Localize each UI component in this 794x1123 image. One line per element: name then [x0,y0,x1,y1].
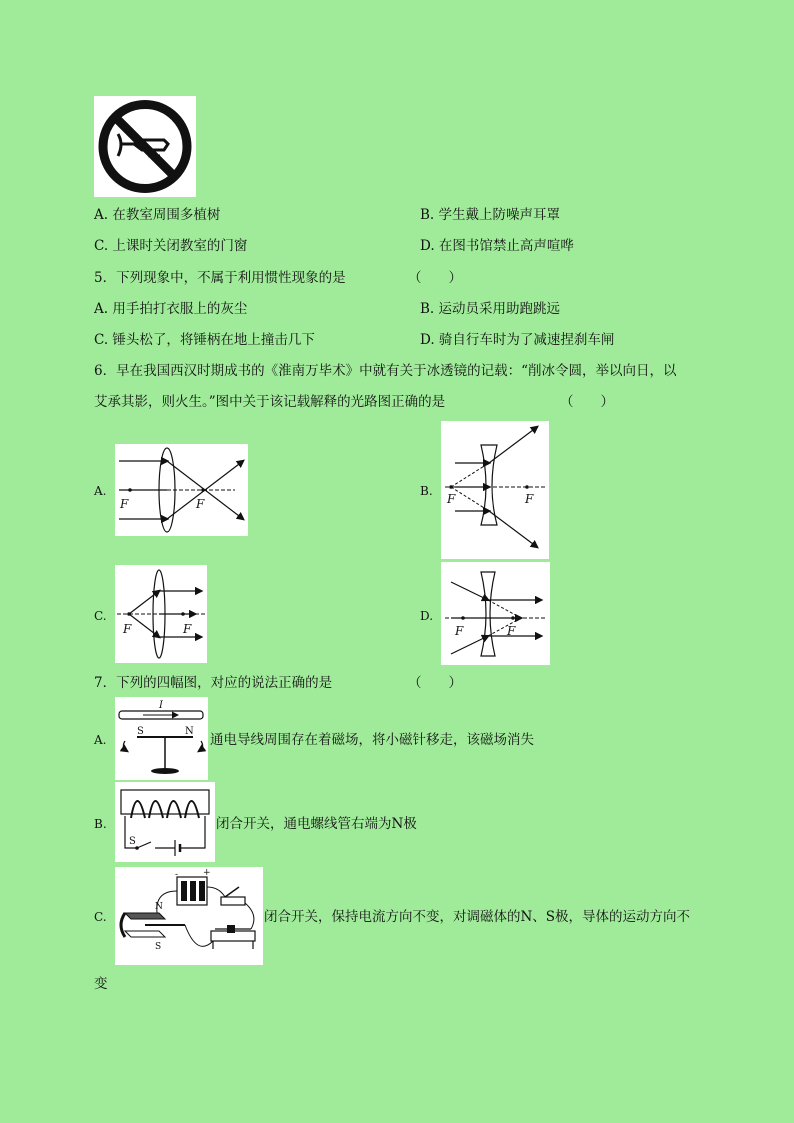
q4-option-b: B. 学生戴上防噪声耳罩 [420,207,561,223]
q4-option-d: D. 在图书馆禁止高声喧哗 [420,238,574,254]
q6-figure-c-convex-from-focus [115,565,207,663]
q5-option-b: B. 运动员采用助跑跳远 [420,301,561,317]
q5-option-c: C. 锤头松了，将锤柄在地上撞击几下 [94,332,315,348]
q6-figure-d-concave-to-focus [441,562,550,665]
q6-label-d: D. [420,609,434,623]
no-horn-sign-figure [94,96,196,197]
q7-c-north-label: N [155,902,163,912]
q6-label-a: A. [94,484,107,498]
q6-d-focus-right: F [507,624,516,638]
q6-a-focus-right: F [196,497,205,511]
q6-c-focus-left: F [123,622,132,636]
q6-a-focus-left: F [120,497,129,511]
q6-label-b: B. [420,484,433,498]
q7-label-c: C. [94,910,107,924]
q5-option-d: D. 骑自行车时为了减速捏刹车闸 [420,332,615,348]
q6-figure-a-convex-converging [115,444,248,536]
q6-d-focus-left: F [455,624,464,638]
q7-c-south-label: S [155,942,162,952]
q7-b-switch-label: S [129,836,136,847]
q7-figure-b-solenoid [115,782,215,862]
q7-option-b: 闭合开关，通电螺线管右端为N极 [216,816,417,832]
q6-answer-blank: （ ） [560,394,614,410]
q7-figure-a-oersted [115,697,208,780]
q7-c-plus-label: + [203,868,211,878]
q6-c-focus-right: F [183,622,192,636]
q7-figure-c-motor-principle [115,867,263,965]
q7-label-b: B. [94,817,107,831]
q5-stem: 5．下列现象中，不属于利用惯性现象的是 [94,270,346,286]
q7-a-current-label: I [159,700,163,711]
q4-option-a: A. 在教室周围多植树 [94,207,221,223]
q7-answer-blank: （ ） [408,675,462,691]
q6-b-focus-right: F [525,492,534,506]
q7-option-a: 通电导线周围存在着磁场，将小磁针移走，该磁场消失 [210,732,534,748]
q7-a-north-label: N [185,726,194,737]
q5-answer-blank: （ ） [408,270,462,286]
q7-option-c-line2: 变 [94,976,108,992]
q6-stem-line2: 艾承其影，则火生。”图中关于该记载解释的光路图正确的是 [94,394,446,410]
q7-option-c-line1: 闭合开关，保持电流方向不变，对调磁体的N、S极，导体的运动方向不 [264,909,691,925]
q6-stem-line1: 6．早在我国西汉时期成书的《淮南万毕术》中就有关于冰透镜的记载：“削冰令圆，举以向日，以 [94,363,677,379]
q7-label-a: A. [94,733,107,747]
q7-stem: 7．下列的四幅图，对应的说法正确的是 [94,675,333,691]
q6-label-c: C. [94,609,107,623]
q6-figure-b-concave-diverging [441,421,549,559]
q6-b-focus-left: F [447,492,456,506]
q5-option-a: A. 用手拍打衣服上的灰尘 [94,301,248,317]
q4-option-c: C. 上课时关闭教室的门窗 [94,238,248,254]
q7-a-south-label: S [137,726,144,737]
q7-c-minus-label: - [175,870,179,880]
